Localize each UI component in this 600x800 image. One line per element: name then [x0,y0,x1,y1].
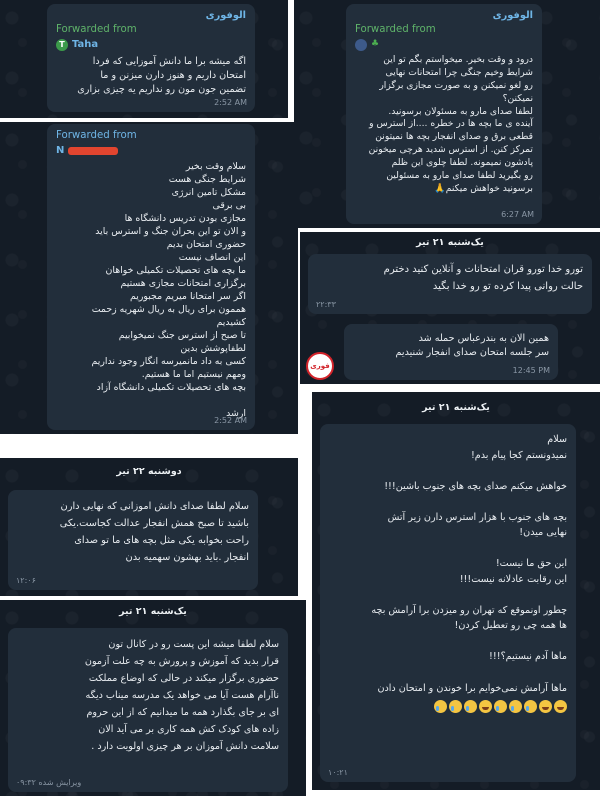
message-text: سلام نمیدونستم کجا پیام بدم! خواهش میکنم صدای بچه های جنوب باشین!!! بچه های جنوب با هزار استرس دارن زیر آتش نهایی میدن! این حق ما نیست! این رقابت عادلانه نیست!!! چطور اونموقع که تهران رو میزدن برا آرامش بچه ها همه چی رو تعطیل کردن! ماها آدم نیستیم؟!!! ماها آرامش نمی‌خوایم برا خوندن و امتحان دادن [371,434,567,694]
message-time: ۱۲:۰۶ [16,576,36,586]
redacted-name [68,147,118,155]
message-time: 2:52 AM [214,98,247,108]
avatar: T [56,39,68,51]
forward-source-name: Taha [72,38,99,50]
forwarded-label: Forwarded from [56,24,137,36]
date-separator: یک‌شنبه ۲۱ تیر [119,606,187,617]
message-text: سلام وقت بخیر شرایط جنگی هست مشکل تامین انرژی بی برقی مجازی بودن تدریس دانشگاه ها و الان تو این بحران جنگ و استرس باید حضوری امتحان بدیم این انصاف نیست ما بچه های تحصیلات تکمیلی خواهان برگزاری امتحانات مجازی هستیم اگر سر امتحانا میریم مجبوریم هممون برای ریال به ریال شهریه زحمت کشیدیم تا صبح از استرس جنگ نمیخوابیم لطفاپوشش بدین کسی به داد مانمیرسه انگار وجود نداریم ومهم نیستیم اما ما هستیم. بچه های تحصیلات تکمیلی دانشگاه آزاد ارشد [91,161,246,419]
message-bubble[interactable] [47,124,255,430]
screenshot-panel-1 [0,0,288,118]
date-separator: یک‌شنبه ۲۱ تیر [422,402,490,413]
message-time: 2:52 AM [214,416,247,426]
laughing-emoji-icon [554,700,567,713]
message-text: اگه میشه برا ما دانش آموزایی که فردا امتحان داریم و هنوز دارن میزنن و ما تضمین جون مون رو نداریم یه چیزی بزاری [77,56,246,96]
crying-emoji-icon [494,700,507,713]
forwarded-from[interactable] [56,144,246,159]
message-time: ۲۲:۳۳ [316,300,336,310]
message-text: درود و وقت بخیر. میخواستم بگم تو این شرایط وخیم جنگی چرا امتحانات نهایی رو لغو نمیکنن و به صورت مجازی برگزار نمیکنن؟ لطفا صدای مارو به مسئولان برسونید. آینده ی ما بچه ها در خطره ....از استرس و قطعی برق و صدای انفجار بچه ها نمیتونن تمرکز کنن. از استرس شدید هرچی میخونن پادشون نمیمونه. لطفا چلوی این ظلم رو بگیرید لطفا صدای مارو به مسئولین برسونید خواهش میکنم🙏 [368,54,533,194]
date-separator: دوشنبه ۲۲ تیر [116,466,182,477]
screenshot-panel-5 [0,458,298,596]
message-bubble[interactable] [320,424,576,782]
sender-name[interactable]: الوفوری [205,10,246,21]
message-time: 12:45 PM [512,366,550,376]
forwarded-from[interactable] [56,38,246,53]
message-text: سلام لطفا میشه این پست رو در کانال تون قرار بدید که آموزش و پرورش به چه علت آزمون حضوری برگزار میکند در حالی که اوضاع مملکت ناآرام هست آیا می خواهد یک مدرسه میناب دیگه ای بر جای بگذارد همه ما میدانیم که از این حروم زاده های کودک کش همه کاری بر می آید الان سلامت دانش آموزان بر هر چیزی اولویت دارد . [84,639,279,753]
date-separator: یک‌شنبه ۲۱ تیر [416,237,484,248]
message-time: ۱۰:۲۱ [328,768,348,778]
screenshot-panel-7 [0,600,306,796]
message-bubble[interactable] [344,324,558,380]
sender-name[interactable]: الوفوری [492,10,533,21]
laughing-emoji-icon [539,700,552,713]
screenshot-panel-3 [0,122,298,434]
laughing-emoji-icon [479,700,492,713]
crying-emoji-icon [434,700,447,713]
message-bubble[interactable] [47,4,255,112]
message-bubble[interactable] [8,628,288,792]
message-time: ۰۹:۳۲ ویرایش شده [16,778,82,788]
forwarded-label: Forwarded from [355,24,436,36]
emoji-row [329,698,567,717]
forwarded-label: Forwarded from [56,130,137,141]
clover-icon: ♣ [371,38,380,49]
message-bubble[interactable] [346,4,542,224]
crying-emoji-icon [509,700,522,713]
forward-source-name: N [56,144,65,156]
screenshot-panel-4 [300,232,600,384]
crying-emoji-icon [449,700,462,713]
message-bubble[interactable] [8,490,258,590]
screenshot-panel-2 [294,0,600,228]
channel-avatar[interactable]: فوری [306,352,334,380]
crying-emoji-icon [524,700,537,713]
message-text: تورو خدا تورو قران امتحانات و آنلاین کنید دخترم حالت روانی پیدا کرده تو رو خدا بگید [383,264,583,292]
avatar [355,39,367,51]
message-text: سلام لطفا صدای دانش اموزانی که نهایی دارن باشید تا صبح همش انفجار عدالت کجاست.یکی راحت بخوابه یکی مثل بچه های ما تو صدای انفجار .باید بهشون سهمیه بدن [59,501,249,564]
message-text: همین الان به بندرعباس حمله شد سر جلسه امتحان صدای انفجار شنیدیم [395,333,549,359]
message-bubble[interactable] [308,254,592,314]
forwarded-from[interactable] [355,38,533,51]
screenshot-panel-6 [312,392,600,790]
message-time: 6:27 AM [501,210,534,220]
crying-emoji-icon [464,700,477,713]
